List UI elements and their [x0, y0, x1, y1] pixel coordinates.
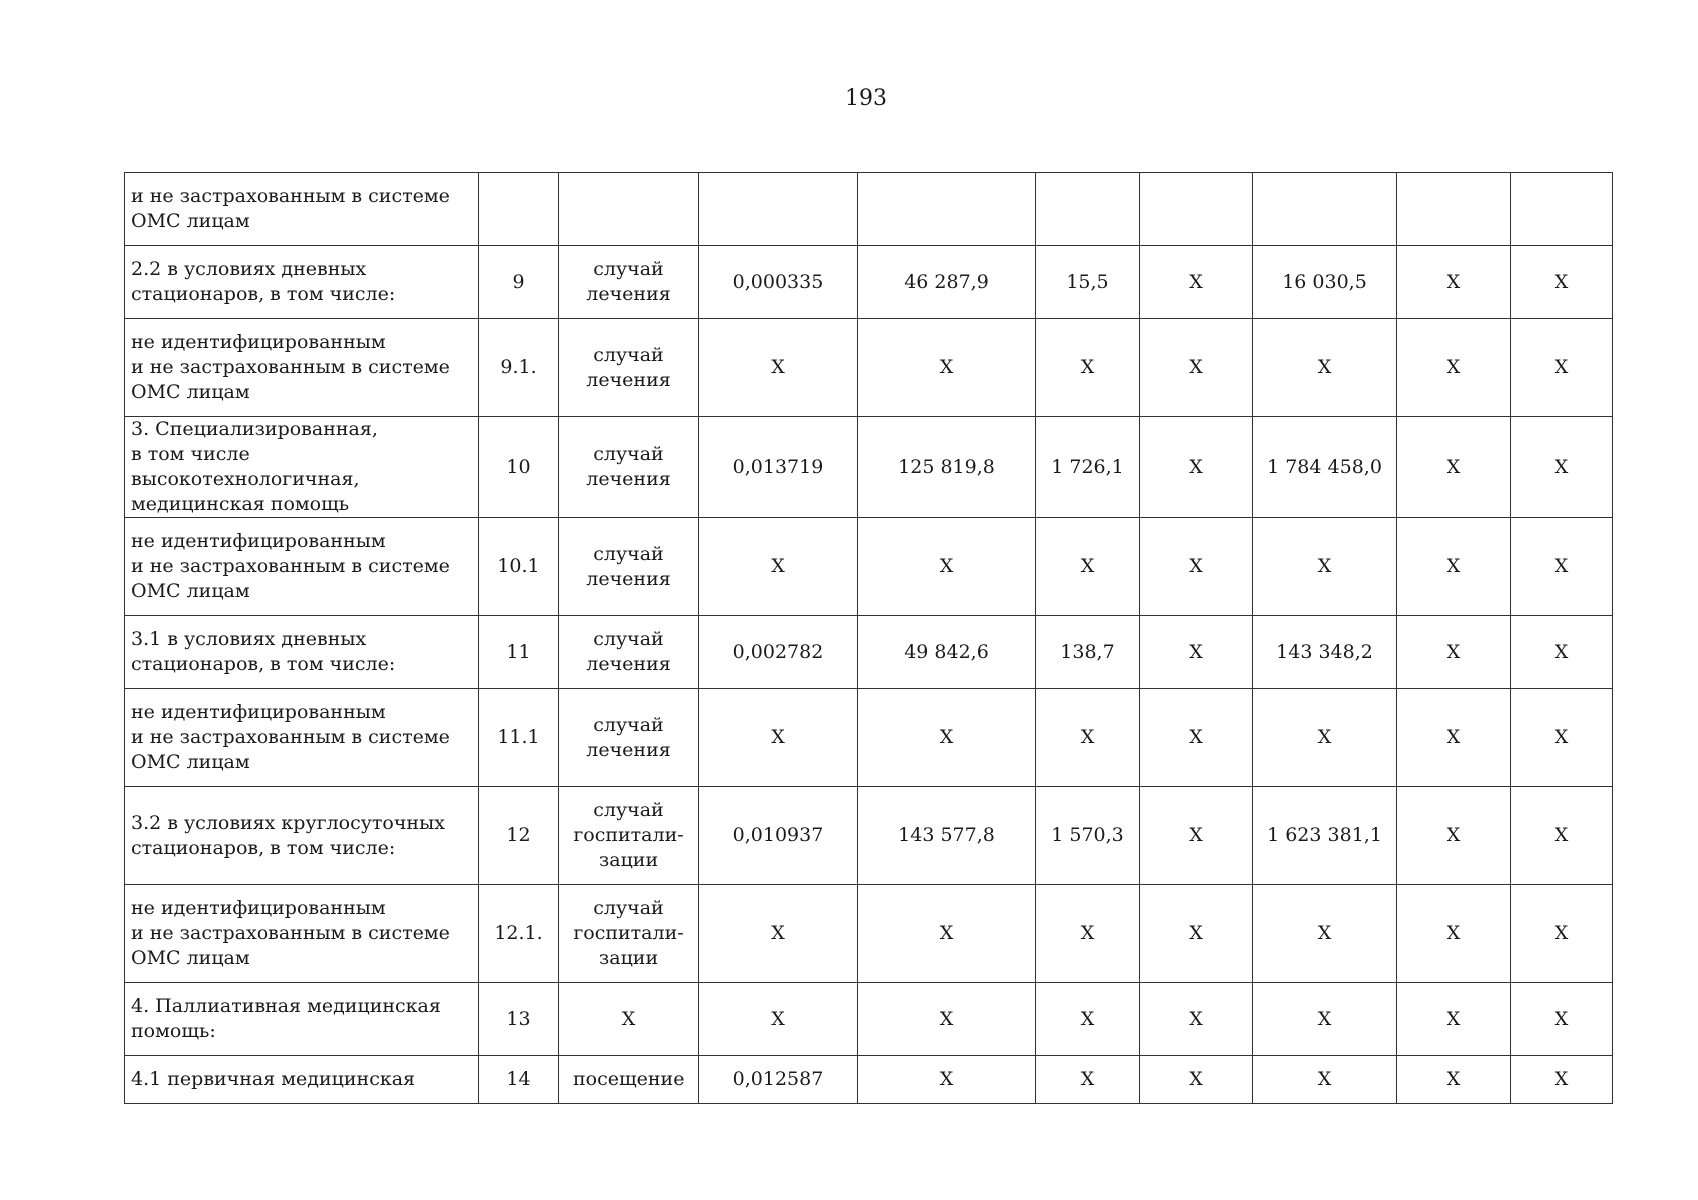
table-cell: X	[1511, 689, 1613, 787]
row-label-cell	[125, 983, 479, 1056]
row-label-cell	[125, 787, 479, 885]
table-cell: X	[1140, 319, 1253, 417]
row-label-line: не идентифицированным	[131, 530, 386, 552]
table-cell: случай лечения	[559, 319, 699, 417]
table-cell: X	[1511, 616, 1613, 689]
page-number: 193	[845, 86, 887, 111]
table-cell: X	[1397, 319, 1511, 417]
table-row	[125, 885, 1613, 983]
table-row	[125, 983, 1613, 1056]
table-cell: X	[858, 885, 1036, 983]
table-cell: 1 570,3	[1036, 787, 1140, 885]
row-label-line: и не застрахованным в системе	[131, 555, 450, 577]
table-cell: 12	[479, 787, 559, 885]
table-cell	[858, 173, 1036, 246]
table-row	[125, 246, 1613, 319]
table-cell: 10	[479, 417, 559, 518]
row-label-line: ОМС лицам	[131, 210, 250, 232]
table-cell: X	[1511, 787, 1613, 885]
table-cell	[1140, 173, 1253, 246]
table-cell: X	[1140, 983, 1253, 1056]
table-cell: случай лечения	[559, 518, 699, 616]
table-cell: X	[699, 319, 858, 417]
table-cell: 0,000335	[699, 246, 858, 319]
table-cell: X	[1253, 319, 1397, 417]
row-label-line: стационаров, в том числе:	[131, 283, 396, 305]
row-label-line: 3.2 в условиях круглосуточных	[131, 811, 445, 834]
table-cell: X	[858, 1056, 1036, 1104]
table-row	[125, 616, 1613, 689]
table-cell: 10.1	[479, 518, 559, 616]
table-cell: X	[1036, 518, 1140, 616]
table-cell: X	[1140, 246, 1253, 319]
row-label-line: и не застрахованным в системе	[131, 356, 450, 378]
row-label-cell	[125, 246, 479, 319]
table-cell: случай лечения	[559, 246, 699, 319]
table-cell: 15,5	[1036, 246, 1140, 319]
table-cell: X	[1511, 246, 1613, 319]
row-label-line: и не застрахованным в системе	[131, 185, 450, 207]
table-cell	[559, 173, 699, 246]
table-cell: X	[699, 885, 858, 983]
table-cell: 11.1	[479, 689, 559, 787]
row-label-cell	[125, 689, 479, 787]
table-cell: X	[1397, 689, 1511, 787]
row-label-line: 3.1 в условиях дневных	[131, 628, 367, 650]
row-label-cell	[125, 417, 479, 518]
table-cell: 14	[479, 1056, 559, 1104]
row-label-line: ОМС лицам	[131, 947, 250, 969]
table-row	[125, 417, 1613, 518]
table-cell: 125 819,8	[858, 417, 1036, 518]
table-cell: случай лечения	[559, 616, 699, 689]
row-label-line: не идентифицированным	[131, 331, 386, 353]
data-table	[124, 172, 1613, 1104]
table-cell: X	[559, 983, 699, 1056]
row-label-cell	[125, 173, 479, 246]
table-cell: X	[1140, 616, 1253, 689]
table-cell: X	[1397, 518, 1511, 616]
table-cell: X	[1253, 689, 1397, 787]
table-cell: X	[1397, 1056, 1511, 1104]
row-label-line: стационаров, в том числе:	[131, 653, 396, 675]
table-cell: X	[1397, 417, 1511, 518]
table-cell	[1397, 173, 1511, 246]
row-label-line: 4.1 первичная медицинская	[131, 1068, 416, 1090]
table-cell: X	[1397, 885, 1511, 983]
table-cell: X	[1511, 885, 1613, 983]
row-label-line: стационаров, в том числе:	[131, 836, 396, 859]
table-cell: X	[1036, 885, 1140, 983]
table-cell: X	[1511, 417, 1613, 518]
table-cell: X	[1511, 319, 1613, 417]
table-cell: посещение	[559, 1056, 699, 1104]
table-cell: 16 030,5	[1253, 246, 1397, 319]
table-cell: 11	[479, 616, 559, 689]
row-label-line: не идентифицированным	[131, 897, 386, 919]
table-cell: X	[1140, 518, 1253, 616]
table-cell: 1 784 458,0	[1253, 417, 1397, 518]
table-cell: 0,002782	[699, 616, 858, 689]
table-cell: 9.1.	[479, 319, 559, 417]
table-cell: случай госпитали- зации	[559, 787, 699, 885]
table-cell: 1 726,1	[1036, 417, 1140, 518]
table-cell: X	[1140, 787, 1253, 885]
table-cell: X	[1253, 885, 1397, 983]
table-cell: X	[1253, 1056, 1397, 1104]
table-cell: X	[1253, 518, 1397, 616]
row-label-line: и не застрахованным в системе	[131, 726, 450, 748]
table-cell: 9	[479, 246, 559, 319]
table-cell: X	[858, 689, 1036, 787]
table-cell: 0,013719	[699, 417, 858, 518]
row-label-line: и не застрахованным в системе	[131, 922, 450, 944]
table-cell: X	[699, 518, 858, 616]
table-cell: X	[699, 689, 858, 787]
row-label-line: ОМС лицам	[131, 381, 250, 403]
table-cell: X	[1036, 983, 1140, 1056]
table-cell: случай лечения	[559, 417, 699, 518]
table-cell: 13	[479, 983, 559, 1056]
table-cell: X	[858, 518, 1036, 616]
table-row	[125, 1056, 1613, 1104]
row-label-line: 4. Паллиативная медицинская	[131, 995, 441, 1017]
row-label-line: 2.2 в условиях дневных	[131, 258, 367, 280]
table-cell: X	[1036, 689, 1140, 787]
row-label-line: 3. Специализированная,	[131, 418, 378, 440]
table-cell	[1253, 173, 1397, 246]
table-cell: X	[1511, 983, 1613, 1056]
row-label-line: не идентифицированным	[131, 701, 386, 723]
table-cell: X	[1140, 417, 1253, 518]
table-cell: X	[699, 983, 858, 1056]
table-cell: X	[1140, 1056, 1253, 1104]
table-cell	[1511, 173, 1613, 246]
table-cell: X	[1397, 246, 1511, 319]
row-label-cell	[125, 885, 479, 983]
table-cell: X	[1036, 1056, 1140, 1104]
table-cell: 46 287,9	[858, 246, 1036, 319]
row-label-line: медицинская помощь	[131, 493, 350, 515]
table-cell: 0,010937	[699, 787, 858, 885]
table-cell: случай лечения	[559, 689, 699, 787]
row-label-line: ОМС лицам	[131, 580, 250, 602]
row-label-cell	[125, 319, 479, 417]
table-row	[125, 319, 1613, 417]
row-label-cell	[125, 518, 479, 616]
table-row	[125, 518, 1613, 616]
table-cell: X	[1253, 983, 1397, 1056]
table-cell: 143 577,8	[858, 787, 1036, 885]
table-cell: 1 623 381,1	[1253, 787, 1397, 885]
table-cell	[699, 173, 858, 246]
table-cell: X	[1036, 319, 1140, 417]
table-cell: 138,7	[1036, 616, 1140, 689]
table-cell: X	[1397, 787, 1511, 885]
table-cell: X	[1511, 1056, 1613, 1104]
table-cell: 143 348,2	[1253, 616, 1397, 689]
table-cell: X	[1140, 689, 1253, 787]
table-cell	[1036, 173, 1140, 246]
table-cell: X	[1140, 885, 1253, 983]
table-cell: X	[858, 319, 1036, 417]
table-cell: 12.1.	[479, 885, 559, 983]
table-cell: X	[858, 983, 1036, 1056]
table-row	[125, 173, 1613, 246]
table-row	[125, 689, 1613, 787]
row-label-cell	[125, 1056, 479, 1104]
row-label-cell	[125, 616, 479, 689]
row-label-line: помощь:	[131, 1020, 216, 1042]
table-cell: X	[1511, 518, 1613, 616]
row-label-line: в том числе высокотехнологичная,	[131, 443, 360, 490]
table-cell: случай госпитали- зации	[559, 885, 699, 983]
table-cell: X	[1397, 616, 1511, 689]
table-cell: X	[1397, 983, 1511, 1056]
table-cell: 49 842,6	[858, 616, 1036, 689]
table-row	[125, 787, 1613, 885]
table-cell: 0,012587	[699, 1056, 858, 1104]
row-label-line: ОМС лицам	[131, 751, 250, 773]
table-cell	[479, 173, 559, 246]
